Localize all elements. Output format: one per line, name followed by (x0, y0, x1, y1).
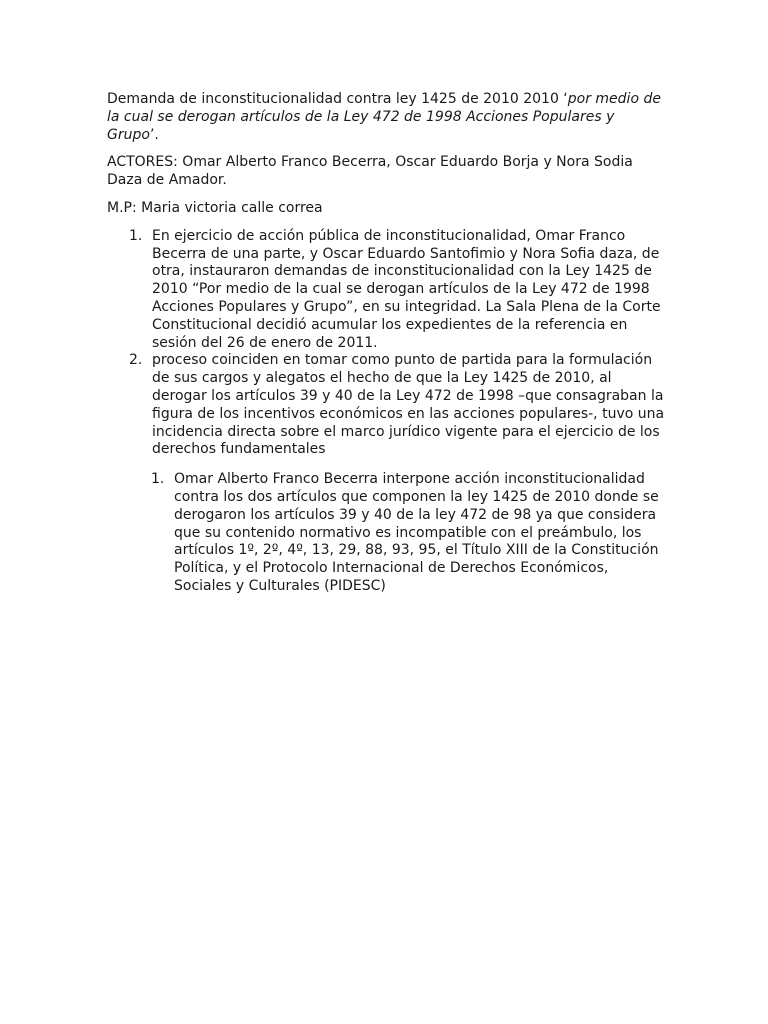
list-item (107, 228, 667, 353)
document-page (107, 91, 667, 596)
title-italic: por medio de la cual se derogan artículos de la Ley 472 de 1998 Acciones Populares y Grupo (107, 91, 661, 143)
magistrado-ponente: M.P: Maria victoria calle correa (107, 199, 323, 216)
actores-paragraph: ACTORES: Omar Alberto Franco Becerra, Oscar Eduardo Borja y Nora Sodia Daza de Amador. (107, 154, 633, 189)
sub-list-item-number: 1. (151, 471, 165, 488)
title-suffix: ’. (149, 126, 159, 143)
main-list (107, 228, 667, 459)
list-item-text: proceso coinciden en tomar como punto de partida para la formulación de sus cargos y alegatos el hecho de que la Ley 1425 de 2010, al derogar los artículos 39 y 40 de la Ley 472 de 1998 –que consagraban la figura de los incentivos económicos en las acciones populares-, tuvo una incidencia directa sobre el marco jurídico vigente para el ejercicio de los derechos fundamentales (152, 352, 665, 458)
sub-list-item-text: Omar Alberto Franco Becerra interpone acción inconstitucionalidad contra los dos artículos que componen la ley 1425 de 2010 donde se derogaron los artículos 39 y 40 de la ley 472 de 98 ya que considera que su contenido normativo es incompatible con el preámbulo, los artículos 1º, 2º, 4º, 13, 29, 88, 93, 95, el Título XIII de la Constitución Política, y el Protocolo Internacional de Derechos Económicos, Sociales y Culturales (PIDESC) (174, 471, 659, 594)
list-item-number: 1. (129, 227, 143, 244)
document-title (107, 91, 667, 144)
list-item-text: En ejercicio de acción pública de inconstitucionalidad, Omar Franco Becerra de una parte, y Oscar Eduardo Santofimio y Nora Sofia daza, de otra, instauraron demandas de inconstitucionalidad con la Ley 1425 de 2010 “Por medio de la cual se derogan artículos de la Ley 472 de 1998 Acciones Populares y Grupo”, en su integridad. La Sala Plena de la Corte Constitucional decidió acumular los expedientes de la referencia en sesión del 26 de enero de 2011. (152, 227, 661, 351)
sub-list-item (107, 471, 667, 596)
list-item-number: 2. (129, 352, 143, 369)
list-item (107, 352, 667, 459)
title-prefix: Demanda de inconstitucionalidad contra ley 1425 de 2010 2010 ‘ (107, 91, 568, 107)
sub-list (107, 471, 667, 596)
